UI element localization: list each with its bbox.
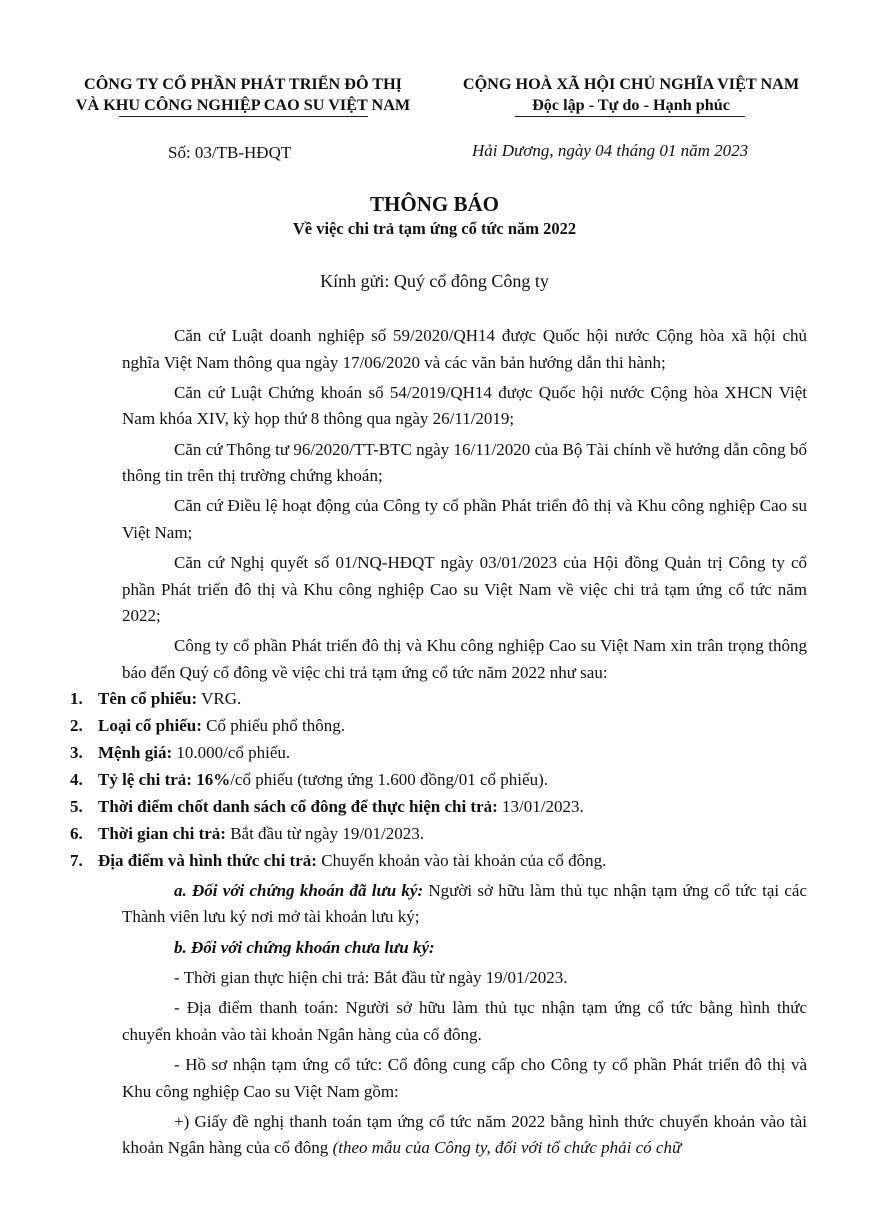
item-number: 1. bbox=[70, 689, 83, 709]
section-b-docs: - Hồ sơ nhận tạm ứng cổ tức: Cổ đông cung cấp cho Công ty cổ phần Phát triển đô thị và Khu công nghiệp Cao su Việt Nam gồm: bbox=[122, 1055, 807, 1101]
item-label: Thời gian chi trả: bbox=[98, 824, 226, 844]
section-b-time: - Thời gian thực hiện chi trả: Bắt đầu từ ngày 19/01/2023. bbox=[174, 968, 568, 988]
item-label: Địa điểm và hình thức chi trả: bbox=[98, 851, 317, 871]
item-number: 7. bbox=[70, 851, 83, 871]
legal-basis-paragraph: Căn cứ Nghị quyết số 01/NQ-HĐQT ngày 03/01/2023 của Hội đồng Quản trị Công ty cổ phần Phát triển đô thị và Khu công nghiệp Cao su Việt Nam về việc chi trả tạm ứng cổ tức năm 2022; bbox=[122, 553, 807, 626]
company-name-line1: CÔNG TY CỔ PHẦN PHÁT TRIỂN ĐÔ THỊ bbox=[84, 75, 402, 93]
section-b-heading bbox=[122, 935, 807, 962]
item-number: 3. bbox=[70, 743, 83, 763]
document-title: THÔNG BÁO bbox=[370, 192, 499, 216]
company-name-line2: VÀ KHU CÔNG NGHIỆP CAO SU VIỆT NAM bbox=[75, 96, 411, 114]
section-a-paragraph bbox=[122, 878, 807, 931]
list-item bbox=[70, 713, 807, 740]
list-item bbox=[70, 821, 807, 848]
nation-name: CỘNG HOÀ XÃ HỘI CHỦ NGHĨA VIỆT NAM bbox=[462, 75, 800, 93]
motto-underline bbox=[515, 116, 745, 117]
item-value: Chuyển khoản vào tài khoản của cổ đông. bbox=[316, 851, 607, 871]
item-label: Loại cổ phiếu: bbox=[98, 716, 202, 736]
requirement-note: (theo mẫu của Công ty, đối với tổ chức phải có chữ bbox=[332, 1138, 682, 1158]
nation-header bbox=[433, 74, 829, 116]
legal-basis-paragraph: Căn cứ Luật Chứng khoán số 54/2019/QH14 được Quốc hội nước Cộng hòa XHCN Việt Nam khóa XIV, kỳ họp thứ 8 thông qua ngày 26/11/2019; bbox=[122, 382, 807, 429]
section-b-requirement bbox=[122, 1109, 807, 1162]
requirement-text: +) Giấy đề nghị thanh toán tạm ứng cổ tức năm 2022 bằng hình thức chuyển khoản vào tài khoản Ngân hàng của cổ đông bbox=[122, 1111, 807, 1158]
section-a-label: a. Đối với chứng khoán đã lưu ký: bbox=[174, 880, 424, 900]
item-label: Tên cổ phiếu: bbox=[98, 689, 198, 709]
item-value: VRG. bbox=[197, 689, 242, 709]
item-label: Tỷ lệ chi trả: 16% bbox=[98, 770, 231, 790]
document-subtitle: Về việc chi trả tạm ứng cổ tức năm 2022 bbox=[292, 219, 577, 238]
list-item bbox=[70, 848, 807, 875]
document-body bbox=[70, 323, 807, 1166]
nation-motto: Độc lập - Tự do - Hạnh phúc bbox=[532, 96, 730, 114]
item-number: 5. bbox=[70, 797, 83, 817]
list-item bbox=[70, 767, 807, 794]
announcement-paragraph: Công ty cổ phần Phát triển đô thị và Khu công nghiệp Cao su Việt Nam xin trân trọng thông báo đến Quý cổ đông về việc chi trả tạm ứng cổ tức năm 2022 như sau: bbox=[122, 636, 807, 682]
document-date: Hải Dương, ngày 04 tháng 01 năm 2023 bbox=[472, 141, 749, 160]
item-value: Bắt đầu từ ngày 19/01/2023. bbox=[225, 824, 425, 844]
item-value: Cổ phiếu phổ thông. bbox=[201, 716, 345, 736]
legal-basis-paragraph: Căn cứ Điều lệ hoạt động của Công ty cổ phần Phát triển đô thị và Khu công nghiệp Cao su Việt Nam; bbox=[122, 496, 807, 542]
item-number: 4. bbox=[70, 770, 83, 790]
item-value: 10.000/cổ phiếu. bbox=[172, 743, 291, 763]
list-item bbox=[70, 740, 807, 767]
section-a-text: Người sở hữu làm thủ tục nhận tạm ứng cổ tức tại các Thành viên lưu ký nơi mở tài khoản lưu ký; bbox=[122, 880, 807, 927]
item-number: 6. bbox=[70, 824, 83, 844]
legal-basis-paragraph: Căn cứ Luật doanh nghiệp số 59/2020/QH14 được Quốc hội nước Cộng hòa xã hội chủ nghĩa Việt Nam thông qua ngày 17/06/2020 và các văn bản hướng dẫn thi hành; bbox=[122, 326, 807, 372]
item-value: 13/01/2023. bbox=[497, 797, 584, 817]
item-label: Mệnh giá: bbox=[98, 743, 173, 763]
legal-basis-paragraph: Căn cứ Thông tư 96/2020/TT-BTC ngày 16/11/2020 của Bộ Tài chính về hướng dẫn công bố thông tin trên thị trường chứng khoán; bbox=[122, 439, 807, 486]
item-label: Thời điểm chốt danh sách cổ đông để thực hiện chi trả: bbox=[98, 797, 498, 817]
list-item bbox=[70, 686, 807, 713]
item-value: /cổ phiếu (tương ứng 1.600 đồng/01 cổ phiếu). bbox=[230, 770, 548, 790]
list-item bbox=[70, 794, 807, 821]
document-number: Số: 03/TB-HĐQT bbox=[168, 143, 292, 162]
company-header bbox=[55, 74, 431, 116]
section-b-place: - Địa điểm thanh toán: Người sở hữu làm thủ tục nhận tạm ứng cổ tức bằng hình thức chuyển khoản vào tài khoản Ngân hàng của cổ đông. bbox=[122, 998, 807, 1044]
section-b-label: b. Đối với chứng khoán chưa lưu ký: bbox=[174, 937, 435, 957]
item-number: 2. bbox=[70, 716, 83, 736]
company-underline bbox=[119, 116, 368, 117]
salutation: Kính gửi: Quý cổ đông Công ty bbox=[320, 271, 549, 291]
